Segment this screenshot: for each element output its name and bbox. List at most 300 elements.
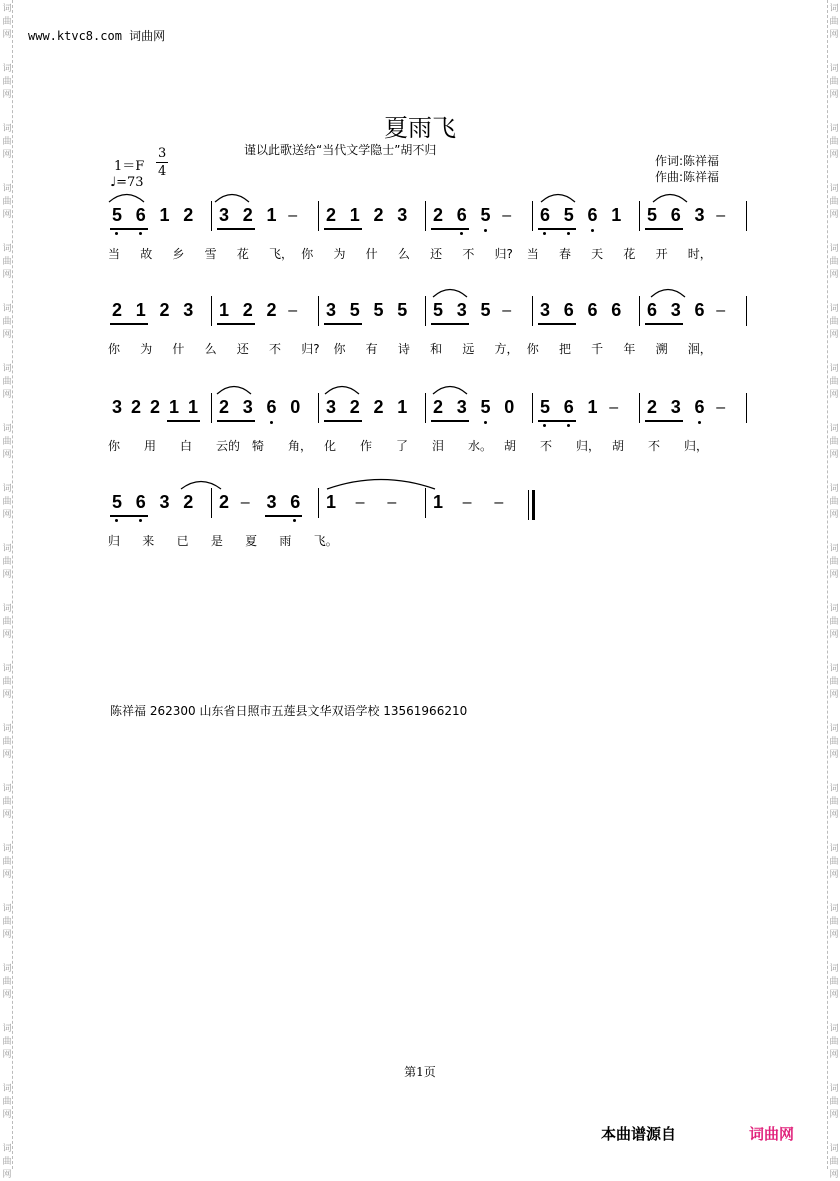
watermark-char: 曲 xyxy=(2,137,12,147)
watermark-char: 曲 xyxy=(829,617,839,627)
note: 2 xyxy=(218,492,229,512)
watermark-char: 曲 xyxy=(2,197,12,207)
note: 3 xyxy=(242,397,253,417)
barline xyxy=(318,201,319,231)
source-label: 本曲谱源自 xyxy=(601,1125,677,1143)
watermark-char: 曲 xyxy=(2,1097,12,1107)
barline xyxy=(425,201,426,231)
lyric: 归， xyxy=(684,439,709,453)
eighth-underline xyxy=(431,323,469,325)
note: 5 xyxy=(479,397,493,418)
watermark-char: 曲 xyxy=(2,557,12,567)
time-signature-top: 3 xyxy=(158,146,167,161)
note: 2 xyxy=(149,397,160,417)
note: 2 xyxy=(130,397,141,417)
lyric: 花 xyxy=(623,247,636,261)
watermark-char: 网 xyxy=(829,270,839,280)
watermark-char: 词 xyxy=(2,724,12,734)
watermark-char: 曲 xyxy=(2,617,12,627)
note: 3 xyxy=(539,300,550,320)
lyric: 作 xyxy=(360,439,373,453)
octave-dot-below xyxy=(543,232,546,235)
note: 1 xyxy=(135,300,146,320)
note: 3 xyxy=(670,397,681,417)
octave-dot-below xyxy=(543,424,546,427)
lyric: 雪 xyxy=(204,247,217,261)
lyric: 春 xyxy=(558,247,571,261)
watermark-char: 曲 xyxy=(829,17,839,27)
watermark-char: 曲 xyxy=(829,677,839,687)
note: 2 xyxy=(432,397,443,417)
watermark-char: 曲 xyxy=(2,917,12,927)
lyric: 为 xyxy=(333,247,346,261)
octave-dot-below xyxy=(139,232,142,235)
watermark-char: 网 xyxy=(2,870,12,880)
eighth-underline xyxy=(645,228,683,230)
watermark-char: 网 xyxy=(829,1170,839,1180)
watermark-char: 词 xyxy=(829,1084,839,1094)
octave-dot-below xyxy=(484,421,487,424)
lyric: 当 xyxy=(526,247,539,261)
octave-dot-below xyxy=(270,421,273,424)
note: 6 xyxy=(646,300,657,320)
sustain-dash: – xyxy=(609,399,619,416)
note: 6 xyxy=(134,205,148,226)
barline xyxy=(318,488,319,518)
sustain-dash: – xyxy=(494,494,504,511)
watermark-char: 曲 xyxy=(2,497,12,507)
octave-dot-below xyxy=(567,232,570,235)
watermark-char: 词 xyxy=(829,424,839,434)
watermark-char: 词 xyxy=(829,784,839,794)
time-signature xyxy=(156,145,168,180)
note: 1 xyxy=(611,205,622,225)
note: 6 xyxy=(562,397,576,418)
watermark-char: 曲 xyxy=(829,197,839,207)
eighth-underline xyxy=(538,323,576,325)
watermark-char: 网 xyxy=(829,810,839,820)
octave-dot-below xyxy=(139,519,142,522)
tempo-mark: ♩=73 xyxy=(110,175,144,190)
slur-arc xyxy=(324,383,360,395)
watermark-char: 词 xyxy=(2,784,12,794)
watermark-char: 词 xyxy=(2,664,12,674)
barline xyxy=(532,201,533,231)
composer: 作曲:陈祥福 xyxy=(655,170,720,184)
note: 3 xyxy=(266,492,277,512)
note: 1 xyxy=(218,300,229,320)
watermark-char: 词 xyxy=(829,964,839,974)
watermark-char: 网 xyxy=(2,570,12,580)
watermark-char: 词 xyxy=(2,1024,12,1034)
watermark-char: 曲 xyxy=(2,77,12,87)
watermark-char: 网 xyxy=(2,990,12,1000)
note: 5 xyxy=(432,300,443,320)
lyric: 泪 xyxy=(432,439,445,453)
dedication: 谨以此歌送给“当代文学隐士”胡不归 xyxy=(244,143,437,157)
slur-arc xyxy=(540,191,576,203)
note: 1 xyxy=(187,397,198,417)
note: 6 xyxy=(265,397,279,418)
watermark-char: 词 xyxy=(2,484,12,494)
watermark-char: 词 xyxy=(829,184,839,194)
watermark-char: 词 xyxy=(829,244,839,254)
note: 6 xyxy=(587,300,598,320)
lyric: 白 xyxy=(180,439,193,453)
barline xyxy=(211,296,212,326)
note: 6 xyxy=(694,300,705,320)
watermark-char: 曲 xyxy=(2,797,12,807)
watermark-char: 词 xyxy=(829,1024,839,1034)
watermark-char: 网 xyxy=(829,990,839,1000)
lyric: 飞。 xyxy=(313,534,338,548)
note: 3 xyxy=(670,300,681,320)
barline xyxy=(425,296,426,326)
watermark-char: 词 xyxy=(829,844,839,854)
lyric: 把 xyxy=(558,342,571,356)
barline xyxy=(532,393,533,423)
barline xyxy=(639,296,640,326)
barline xyxy=(211,488,212,518)
final-barline-thin xyxy=(528,490,529,520)
note: 5 xyxy=(479,205,493,226)
lyric: 花 xyxy=(236,247,249,261)
watermark-char: 曲 xyxy=(2,437,12,447)
watermark-char: 网 xyxy=(829,870,839,880)
lyric: 了 xyxy=(396,439,409,453)
watermark-char: 词 xyxy=(829,604,839,614)
lyric: 你 xyxy=(333,342,346,356)
note: 3 xyxy=(397,205,408,225)
note: 2 xyxy=(183,205,194,225)
note: 2 xyxy=(242,205,253,225)
watermark-char: 词 xyxy=(2,544,12,554)
barline xyxy=(425,393,426,423)
note: 2 xyxy=(373,205,384,225)
note: 6 xyxy=(538,205,552,226)
lyric: 来 xyxy=(142,534,155,548)
note: 1 xyxy=(325,492,336,512)
lyric: 乡 xyxy=(172,247,185,261)
note: 3 xyxy=(183,300,194,320)
watermark-char: 曲 xyxy=(2,737,12,747)
sustain-dash: – xyxy=(502,302,512,319)
watermark-char: 网 xyxy=(2,1170,12,1180)
watermark-char: 词 xyxy=(829,1144,839,1154)
note: 6 xyxy=(455,205,469,226)
sustain-dash: – xyxy=(288,302,298,319)
lyric: 不 xyxy=(648,439,661,453)
lyric: 你 xyxy=(301,247,314,261)
sustain-dash: – xyxy=(502,207,512,224)
eighth-underline xyxy=(324,228,362,230)
slur-arc xyxy=(214,191,250,203)
watermark-char: 网 xyxy=(829,630,839,640)
octave-dot-below xyxy=(115,519,118,522)
eighth-underline xyxy=(538,228,576,230)
watermark-char: 网 xyxy=(829,390,839,400)
barline xyxy=(746,296,747,326)
watermark-char: 曲 xyxy=(829,857,839,867)
note: 6 xyxy=(586,205,600,226)
watermark-char: 网 xyxy=(2,750,12,760)
lyric: 故 xyxy=(140,247,153,261)
watermark-char: 曲 xyxy=(2,257,12,267)
watermark-char: 曲 xyxy=(829,377,839,387)
note: 6 xyxy=(693,397,707,418)
octave-dot-below xyxy=(484,229,487,232)
watermark-char: 曲 xyxy=(829,1157,839,1167)
eighth-underline xyxy=(265,515,303,517)
eighth-underline xyxy=(217,228,255,230)
note: 3 xyxy=(111,397,122,417)
watermark-char: 网 xyxy=(829,150,839,160)
watermark-char: 词 xyxy=(829,64,839,74)
eighth-underline xyxy=(431,228,469,230)
slur-arc xyxy=(216,383,252,395)
site-url: www.ktvc8.com 词曲网 xyxy=(28,29,166,43)
watermark-char: 网 xyxy=(2,630,12,640)
sustain-dash: – xyxy=(240,494,250,511)
lyric: 溯 xyxy=(655,342,668,356)
lyric: 用 xyxy=(144,439,157,453)
watermark-char: 词 xyxy=(829,664,839,674)
lyric: 还 xyxy=(236,342,249,356)
lyric: 不 xyxy=(540,439,553,453)
note: 2 xyxy=(218,397,229,417)
watermark-char: 曲 xyxy=(829,497,839,507)
barline xyxy=(639,393,640,423)
watermark-char: 网 xyxy=(829,90,839,100)
watermark-char: 曲 xyxy=(829,437,839,447)
watermark-char: 词 xyxy=(829,4,839,14)
sustain-dash: – xyxy=(355,494,365,511)
eighth-underline xyxy=(110,228,148,230)
lyric: 有 xyxy=(365,342,378,356)
barline xyxy=(318,393,319,423)
final-barline-thick xyxy=(532,490,535,520)
note: 0 xyxy=(504,397,515,417)
note: 6 xyxy=(611,300,622,320)
watermark-char: 网 xyxy=(2,270,12,280)
watermark-char: 网 xyxy=(2,330,12,340)
watermark-char: 词 xyxy=(2,364,12,374)
watermark-char: 曲 xyxy=(2,1037,12,1047)
eighth-underline xyxy=(110,515,148,517)
eighth-underline xyxy=(167,420,200,422)
note: 2 xyxy=(159,300,170,320)
note: 6 xyxy=(288,492,302,513)
watermark-char: 曲 xyxy=(829,317,839,327)
watermark-char: 网 xyxy=(829,930,839,940)
watermark-char: 网 xyxy=(829,570,839,580)
watermark-char: 曲 xyxy=(829,1037,839,1047)
lyric: 年 xyxy=(623,342,636,356)
lyric: 你 xyxy=(108,439,121,453)
barline xyxy=(639,201,640,231)
watermark-char: 曲 xyxy=(2,1157,12,1167)
eighth-underline xyxy=(324,420,362,422)
watermark-char: 词 xyxy=(2,4,12,14)
lyric: 远 xyxy=(462,342,475,356)
watermark-char: 网 xyxy=(2,210,12,220)
slur-arc xyxy=(108,191,145,203)
lyric: 么 xyxy=(397,247,410,261)
watermark-char: 词 xyxy=(2,64,12,74)
note: 2 xyxy=(242,300,253,320)
note: 5 xyxy=(562,205,576,226)
watermark-char: 词 xyxy=(2,424,12,434)
note: 2 xyxy=(111,300,122,320)
note: 3 xyxy=(325,397,336,417)
lyric: 千 xyxy=(591,342,604,356)
barline xyxy=(746,201,747,231)
lyric: 你 xyxy=(108,342,121,356)
barline xyxy=(746,393,747,423)
lyric: 么 xyxy=(204,342,217,356)
watermark-char: 网 xyxy=(2,930,12,940)
note: 5 xyxy=(646,205,657,225)
watermark-char: 曲 xyxy=(2,677,12,687)
lyric: 飞， xyxy=(269,247,294,261)
watermark-char: 网 xyxy=(2,450,12,460)
note: 1 xyxy=(587,397,598,417)
watermark-char: 曲 xyxy=(2,977,12,987)
eighth-underline xyxy=(538,420,576,422)
note: 3 xyxy=(694,205,705,225)
eighth-underline xyxy=(645,323,683,325)
watermark-char: 网 xyxy=(2,30,12,40)
eighth-underline xyxy=(110,323,148,325)
watermark-char: 词 xyxy=(829,124,839,134)
sustain-dash: – xyxy=(288,207,298,224)
octave-dot-below xyxy=(293,519,296,522)
note: 5 xyxy=(373,300,384,320)
lyric: 你 xyxy=(526,342,539,356)
octave-dot-below xyxy=(460,232,463,235)
note: 5 xyxy=(110,205,124,226)
eighth-underline xyxy=(217,323,255,325)
barline xyxy=(532,296,533,326)
note: 1 xyxy=(349,205,360,225)
watermark-char: 网 xyxy=(2,1050,12,1060)
watermark-char: 曲 xyxy=(829,917,839,927)
note: 5 xyxy=(538,397,552,418)
lyric: 归 xyxy=(108,534,121,548)
watermark-char: 网 xyxy=(2,90,12,100)
lyric: 角， xyxy=(288,439,313,453)
note: 3 xyxy=(159,492,170,512)
sustain-dash: – xyxy=(387,494,397,511)
time-signature-bottom: 4 xyxy=(158,164,167,179)
lyricist: 作词:陈祥福 xyxy=(655,154,720,168)
watermark-char: 词 xyxy=(2,964,12,974)
lyric: 夏 xyxy=(245,534,258,548)
note: 1 xyxy=(432,492,443,512)
eighth-underline xyxy=(324,323,362,325)
page-number: 第1页 xyxy=(404,1065,436,1079)
slur-arc xyxy=(432,383,468,395)
watermark-char: 词 xyxy=(829,364,839,374)
octave-dot-below xyxy=(115,232,118,235)
note: 5 xyxy=(397,300,408,320)
watermark-char: 词 xyxy=(2,184,12,194)
watermark-char: 词 xyxy=(2,904,12,914)
contact-info: 陈祥福 262300 山东省日照市五莲县文华双语学校 13561966210 xyxy=(110,704,468,718)
watermark-char: 词 xyxy=(829,544,839,554)
lyric: 归， xyxy=(576,439,601,453)
lyric: 归? xyxy=(301,342,320,356)
watermark-char: 曲 xyxy=(829,257,839,267)
song-title: 夏雨飞 xyxy=(384,114,456,142)
octave-dot-below xyxy=(567,424,570,427)
watermark-char: 网 xyxy=(829,750,839,760)
note: 2 xyxy=(349,397,360,417)
note: 1 xyxy=(397,397,408,417)
watermark-char: 曲 xyxy=(829,557,839,567)
note: 3 xyxy=(218,205,229,225)
slur-arc xyxy=(180,478,222,490)
watermark-char: 网 xyxy=(2,150,12,160)
octave-dot-below xyxy=(698,421,701,424)
eighth-underline xyxy=(217,420,255,422)
barline xyxy=(318,296,319,326)
watermark-char: 网 xyxy=(829,30,839,40)
watermark-char: 词 xyxy=(2,1144,12,1154)
note: 3 xyxy=(325,300,336,320)
lyric: 为 xyxy=(140,342,153,356)
lyric: 已 xyxy=(176,534,189,548)
watermark-char: 词 xyxy=(829,724,839,734)
note: 0 xyxy=(290,397,301,417)
lyric: 和 xyxy=(430,342,443,356)
note: 1 xyxy=(266,205,277,225)
eighth-underline xyxy=(431,420,469,422)
watermark-char: 曲 xyxy=(2,377,12,387)
sustain-dash: – xyxy=(716,207,726,224)
watermark-char: 网 xyxy=(829,1110,839,1120)
lyric: 时， xyxy=(687,247,712,261)
barline xyxy=(211,393,212,423)
watermark-char: 网 xyxy=(829,450,839,460)
watermark-char: 网 xyxy=(829,1050,839,1060)
note: 2 xyxy=(646,397,657,417)
slur-arc xyxy=(326,478,436,490)
lyric: 胡 xyxy=(504,439,517,453)
watermark-char: 词 xyxy=(2,604,12,614)
barline xyxy=(425,488,426,518)
note: 6 xyxy=(134,492,148,513)
note: 2 xyxy=(432,205,443,225)
note: 3 xyxy=(456,397,467,417)
note: 2 xyxy=(183,492,194,512)
watermark-char: 网 xyxy=(2,1110,12,1120)
note: 2 xyxy=(373,397,384,417)
watermark-char: 网 xyxy=(2,690,12,700)
barline xyxy=(211,201,212,231)
watermark-char: 词 xyxy=(2,1084,12,1094)
watermark-char: 网 xyxy=(829,210,839,220)
lyric: 水。 xyxy=(468,439,493,453)
lyric: 还 xyxy=(430,247,443,261)
lyric: 什 xyxy=(365,247,378,261)
key-signature: 1＝F xyxy=(114,159,145,174)
note: 6 xyxy=(563,300,574,320)
lyric: 当 xyxy=(108,247,121,261)
slur-arc xyxy=(432,286,468,298)
lyric: 不 xyxy=(269,342,282,356)
watermark-char: 曲 xyxy=(2,317,12,327)
